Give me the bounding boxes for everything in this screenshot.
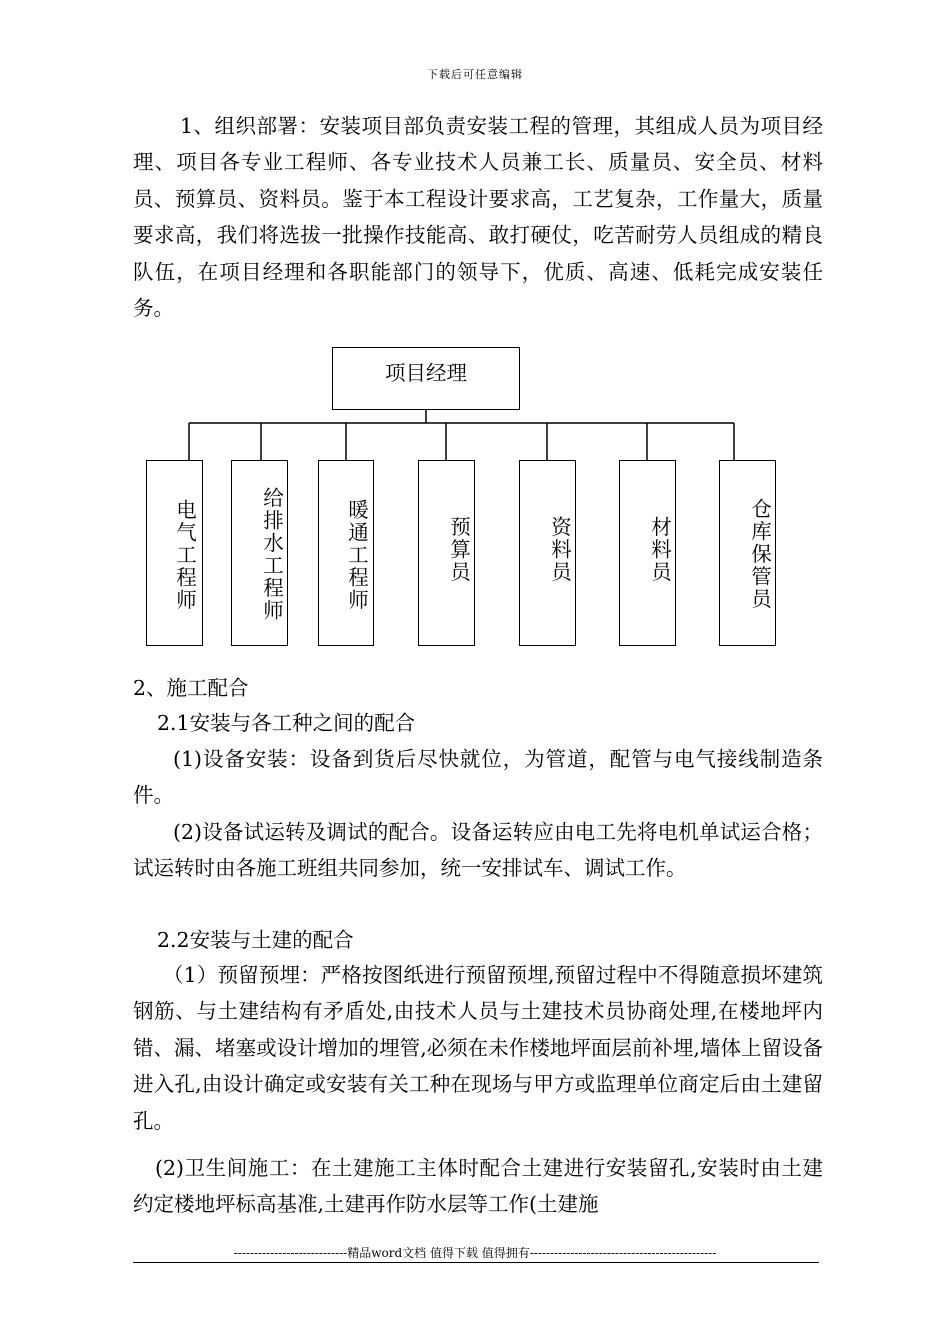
org-node-budget xyxy=(418,460,475,646)
org-node-documents xyxy=(519,460,576,646)
section-2-2-item-2: (2)卫生间施工：在土建施工主体时配合土建进行安装留孔,安装时由土建约定楼地坪标高基准,土建再作防水层等工作(土建施 xyxy=(133,1156,823,1217)
org-node-hvac xyxy=(318,460,374,646)
section-2-1-item-1: (1)设备安装：设备到货后尽快就位，为管道，配管与电气接线制造条件。 xyxy=(133,747,823,808)
org-node-plumbing xyxy=(231,460,288,646)
page-header: 下载后可任意编辑 xyxy=(427,68,523,81)
footer-rule xyxy=(133,1262,819,1263)
org-root-label: 项目经理 xyxy=(385,361,467,385)
org-node-label: 材料员 xyxy=(647,516,672,584)
section-2-2-item-1: （1）预留预埋：严格按图纸进行预留预埋,预留过程中不得随意损坏建筑钢筋、与土建结构有矛盾处,由技术人员与土建技术员协商处理,在楼地坪内错、漏、堵塞或设计增加的埋管,必须在未作楼地坪面层前补埋,墙体上留设备进入孔,由设计确定或安装有关工种在现场与甲方或监理单位商定后由土建留孔。 xyxy=(133,963,823,1133)
org-node-materials xyxy=(619,460,676,646)
org-node-warehouse xyxy=(719,460,776,646)
org-node-label: 预算员 xyxy=(446,516,471,584)
section-2-2-heading: 2.2安装与土建的配合 xyxy=(157,928,354,952)
section-2-1-heading: 2.1安装与各工种之间的配合 xyxy=(157,711,416,735)
org-root-box xyxy=(332,347,520,410)
section-2-1-item-2: (2)设备试运转及调试的配合。设备运转应由电工先将电机单试运合格；试运转时由各施工班组共同参加，统一安排试车、调试工作。 xyxy=(133,820,823,881)
org-node-label: 给排水工程师 xyxy=(259,487,284,622)
org-node-label: 电气工程师 xyxy=(172,499,197,612)
org-node-electrical xyxy=(146,460,203,646)
org-node-label: 资料员 xyxy=(547,516,572,584)
intro-paragraph: 1、组织部署：安装项目部负责安装工程的管理，其组成人员为项目经理、项目各专业工程师、各专业技术人员兼工长、质量员、安全员、材料员、预算员、资料员。鉴于本工程设计要求高，工艺复杂，工作量大，质量要求高，我们将选拔一批操作技能高、敢打硬仗，吃苦耐劳人员组成的精良队伍，在项目经理和各职能部门的领导下，优质、高速、低耗完成安装任务。 xyxy=(133,114,823,321)
page-footer: ----------------------------精品word文档 值得下载 值得拥有---------------------------------------------- xyxy=(233,1246,717,1260)
org-chart-lines xyxy=(0,0,950,660)
org-node-label: 仓库保管员 xyxy=(747,498,772,611)
org-node-label: 暖通工程师 xyxy=(344,499,369,612)
section-2-heading: 2、施工配合 xyxy=(133,676,249,700)
